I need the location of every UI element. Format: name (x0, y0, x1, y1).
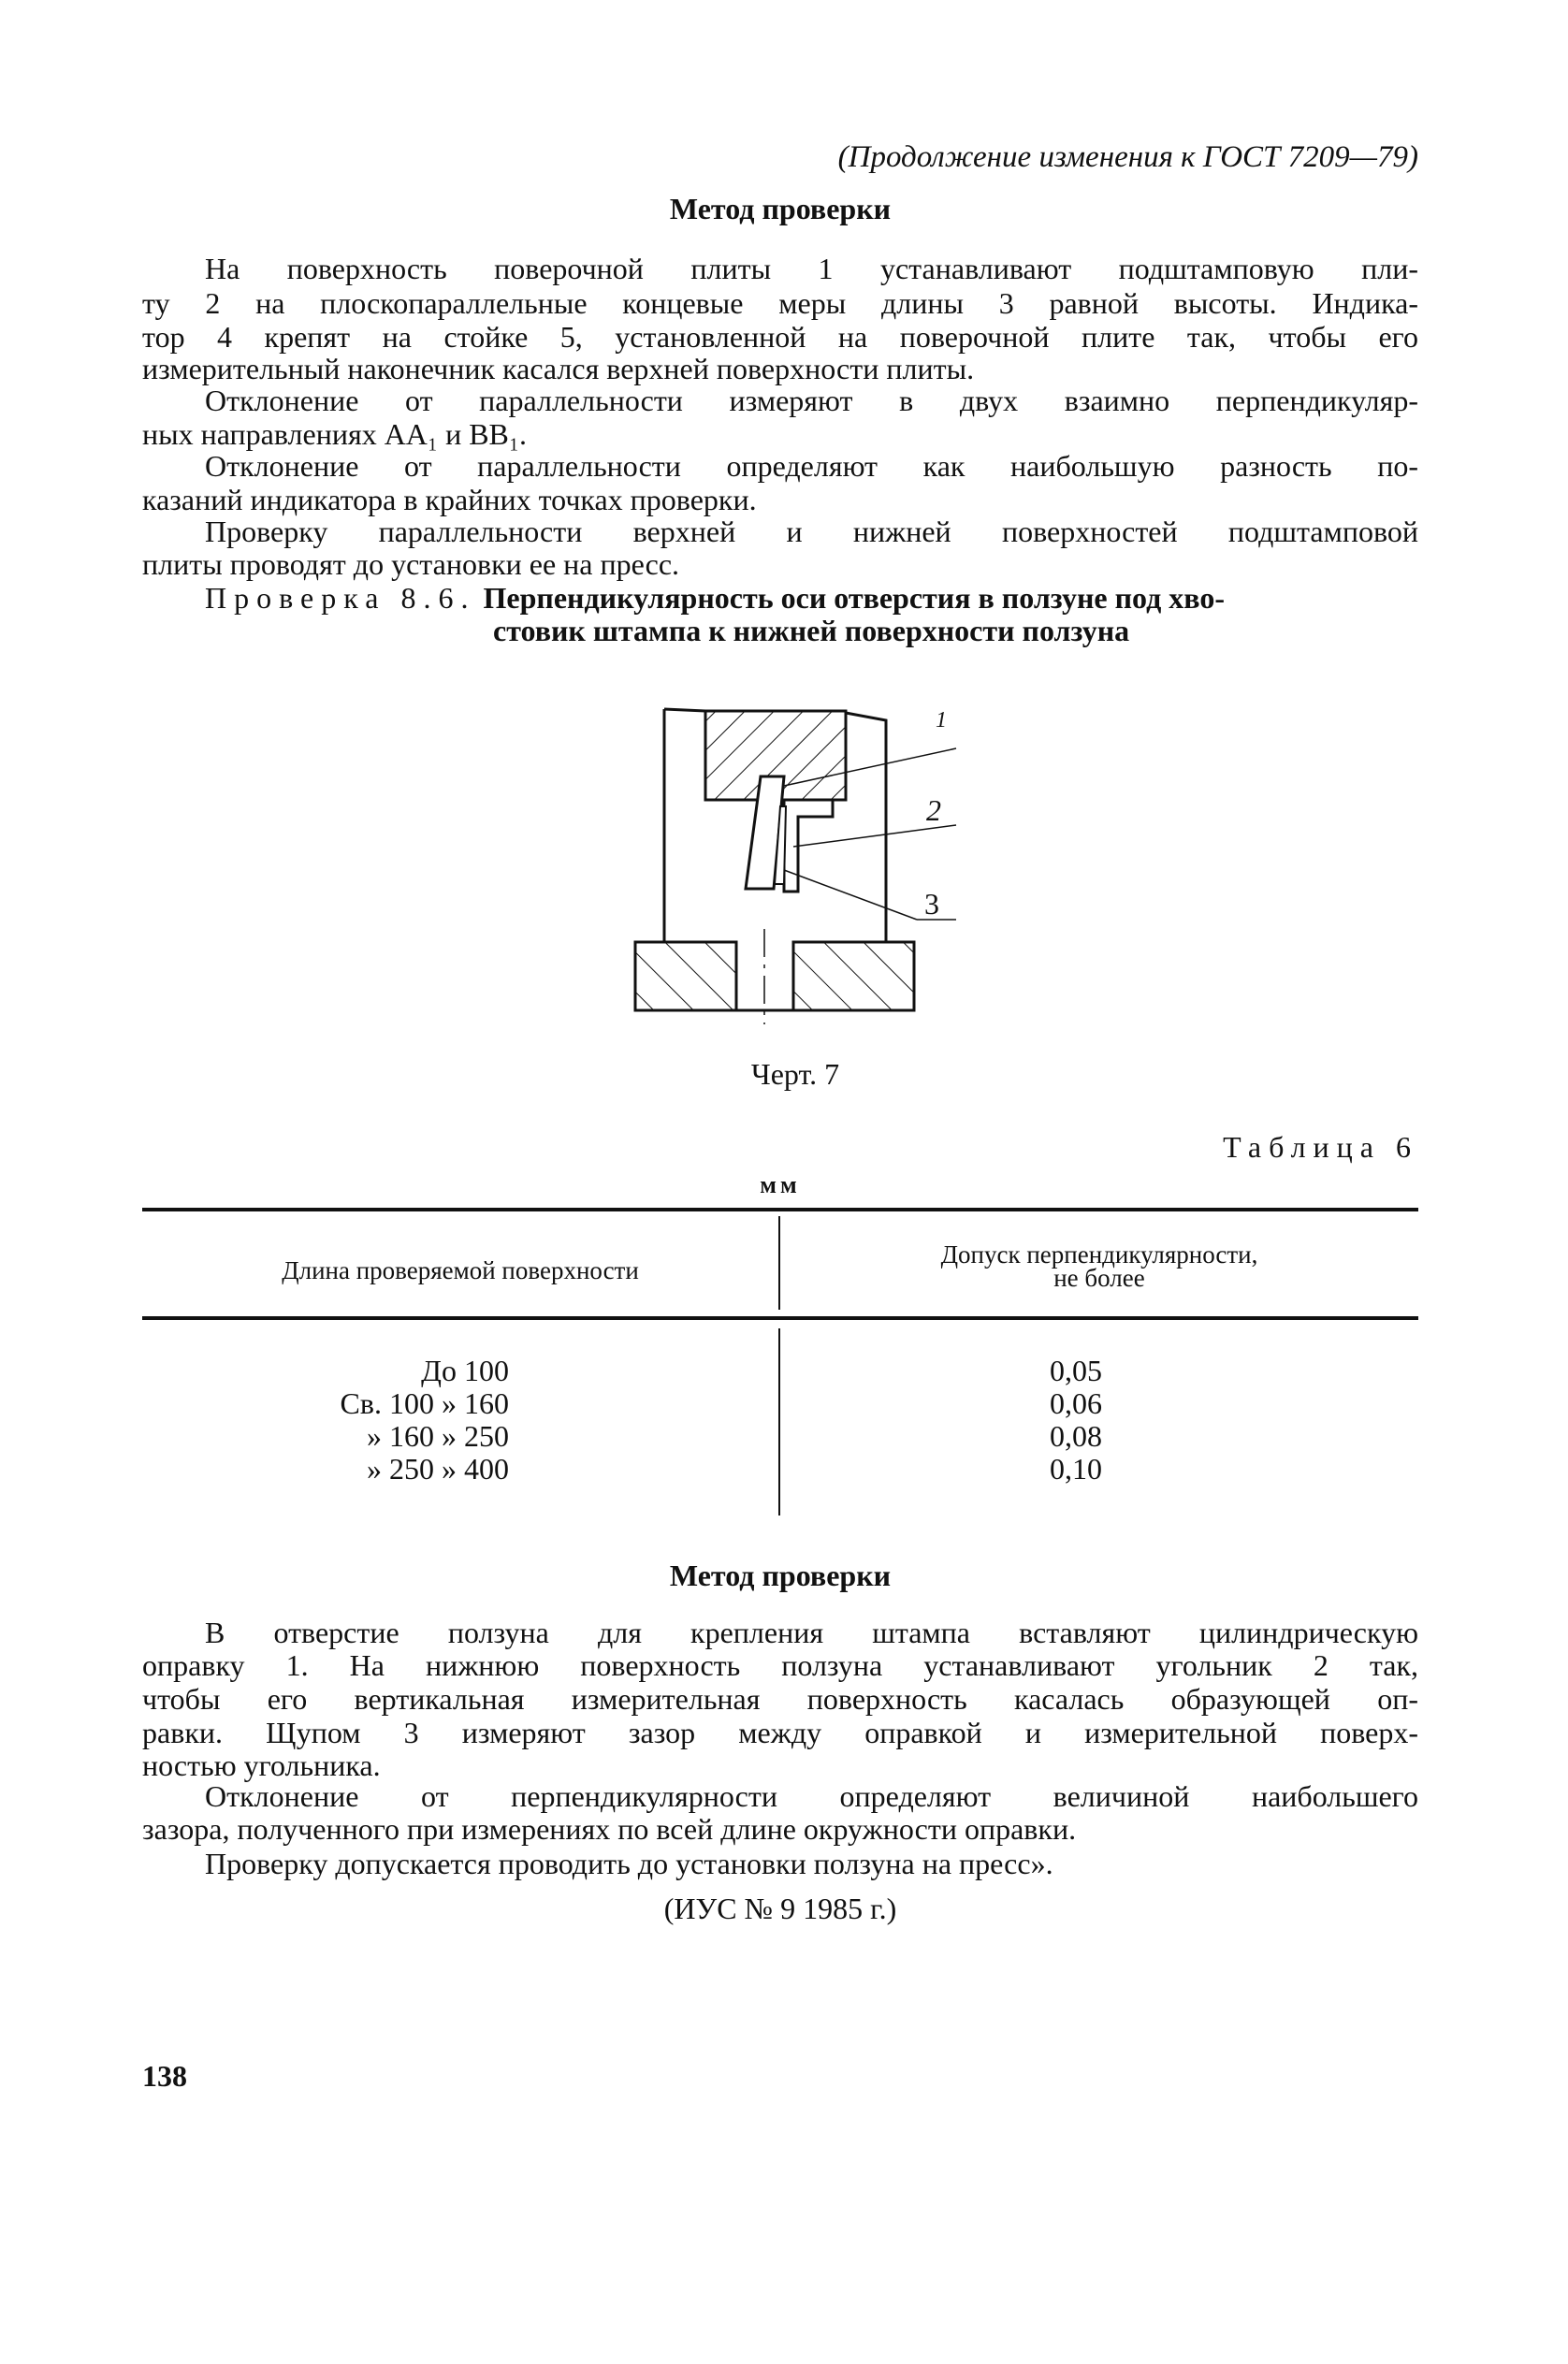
paragraph-line: ностью угольника. (142, 1748, 381, 1782)
check-title: Перпендикулярность оси отверстия в ползуне под хво- (483, 581, 1226, 615)
paragraph-line: Отклонение от параллельности определяют как наибольшую разность по- (205, 449, 1418, 483)
table-cell-length: » 160 » 250 (367, 1419, 509, 1453)
callout-leader-3 (784, 870, 917, 920)
table-cell-length: Св. 100 » 160 (340, 1386, 509, 1420)
paragraph-line: ных направлениях AA₁ и BB₁. (142, 417, 528, 451)
table-header-rule (142, 1316, 1418, 1320)
paragraph-line: На поверхность поверочной плиты 1 устанавливают подштамповую пли- (205, 252, 1418, 285)
check-title-cont: стовик штампа к нижней поверхности ползуна (493, 614, 1130, 647)
paragraph-line: казаний индикатора в крайних точках проверки. (142, 483, 757, 516)
square (784, 800, 833, 892)
table-title: Таблица 6 (1223, 1130, 1418, 1164)
paragraph-line: В отверстие ползуна для крепления штампа вставляют цилиндрическую (205, 1616, 1418, 1649)
paragraph-line: Отклонение от параллельности измеряют в двух взаимно перпендикуляр- (205, 384, 1418, 417)
paragraph-line: Отклонение от перпендикулярности определяют величиной наибольшего (205, 1779, 1418, 1813)
paragraph-line: Проверку параллельности верхней и нижней поверхностей подштамповой (205, 515, 1418, 548)
table-cell-tolerance: 0,06 (1050, 1386, 1102, 1420)
amendment-reference: (ИУС № 9 1985 г.) (663, 1892, 897, 1925)
table-cell-tolerance: 0,08 (1050, 1419, 1102, 1453)
figure-caption: Черт. 7 (750, 1057, 840, 1091)
paragraph-line: Проверку допускается проводить до установки ползуна на пресс». (205, 1847, 1053, 1880)
continuation-header: (Продолжение изменения к ГОСТ 7209—79) (837, 140, 1418, 174)
header-length: Длина проверяемой поверхности (282, 1256, 639, 1284)
callout-leader-2 (793, 825, 956, 847)
check-label: Проверка 8.6. (205, 581, 476, 615)
table-cell-tolerance: 0,05 (1050, 1354, 1102, 1387)
header-tolerance-2: не более (1053, 1264, 1145, 1292)
section-title: Метод проверки (669, 1559, 892, 1592)
section-title: Метод проверки (669, 192, 892, 225)
paragraph-line: равки. Щупом 3 измеряют зазор между оправкой и измерительной поверх- (142, 1716, 1418, 1749)
callout-2: 2 (926, 793, 941, 827)
column-divider (778, 1328, 780, 1516)
paragraph-line: зазора, полученного при измерениях по всей длине окружности оправки. (142, 1812, 1077, 1846)
page-number: 138 (142, 2059, 187, 2093)
table-unit: мм (760, 1171, 801, 1198)
paragraph-line: измерительный наконечник касался верхней поверхности плиты. (142, 352, 975, 385)
table-top-rule (142, 1208, 1418, 1211)
base-plate-right (793, 942, 914, 1010)
paragraph-line: плиты проводят до установки ее на пресс. (142, 547, 680, 581)
paragraph-line: чтобы его вертикальная измерительная поверхность касалась образующей оп- (142, 1682, 1418, 1716)
table-cell-tolerance: 0,10 (1050, 1452, 1102, 1486)
callout-1: 1 (936, 708, 947, 732)
paragraph-line: оправку 1. На нижнюю поверхность ползуна устанавливают угольник 2 так, (142, 1648, 1418, 1682)
table-cell-length: До 100 (421, 1354, 509, 1387)
paragraph-line: ту 2 на плоскопараллельные концевые меры длины 3 равной высоты. Индика- (142, 286, 1418, 320)
paragraph-line: тор 4 крепят на стойке 5, установленной на поверочной плите так, чтобы его (142, 320, 1418, 354)
check-heading (205, 581, 1418, 615)
figure-drawing (617, 692, 992, 1038)
table-cell-length: » 250 » 400 (367, 1452, 509, 1486)
base-plate-left (635, 942, 736, 1010)
header-tolerance: Допуск перпендикулярности, (940, 1240, 1258, 1269)
callout-3: 3 (924, 887, 939, 921)
